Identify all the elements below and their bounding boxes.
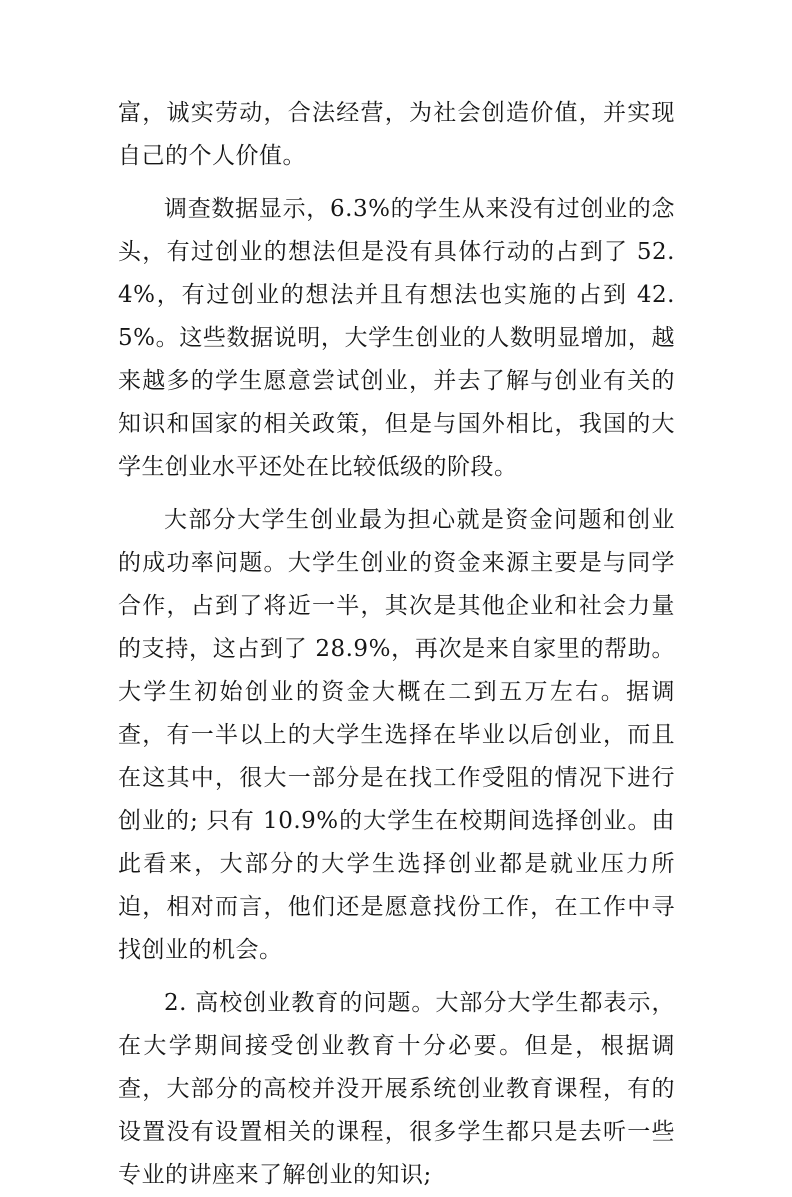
paragraph-survey-data: 调查数据显示，6.3%的学生从来没有过创业的念头，有过创业的想法但是没有具体行动的占到了 52.4%，有过创业的想法并且有想法也实施的占到 42.5%。这些数据说明，大学生创业的人数明显增加，越来越多的学生愿意尝试创业，并去了解与创业有关的知识和国家的相关政策，但是与国外相比，我国的大学生创业水平还处在比较低级的阶段。 (118, 196, 675, 480)
document-body (118, 92, 675, 1197)
paragraph-continuation: 富，诚实劳动，合法经营，为社会创造价值，并实现自己的个人价值。 (118, 100, 675, 169)
paragraph-education-problem: 2. 高校创业教育的问题。大部分大学生都表示，在大学期间接受创业教育十分必要。但是，根据调查，大部分的高校并没开展系统创业教育课程，有的设置没有设置相关的课程，很多学生都只是去听一些专业的讲座来了解创业的知识; (118, 990, 675, 1188)
paragraph-funding-concerns: 大部分大学生创业最为担心就是资金问题和创业的成功率问题。大学生创业的资金来源主要是与同学合作，占到了将近一半，其次是其他企业和社会力量的支持，这占到了 28.9%，再次是来自家里的帮助。大学生初始创业的资金大概在二到五万左右。据调查，有一半以上的大学生选择在毕业以后创业，而且在这其中，很大一部分是在找工作受阻的情况下进行创业的; 只有 10.9%的大学生在校期间选择创业。由此看来，大部分的大学生选择创业都是就业压力所迫，相对而言，他们还是愿意找份工作，在工作中寻找创业的机会。 (118, 507, 675, 963)
